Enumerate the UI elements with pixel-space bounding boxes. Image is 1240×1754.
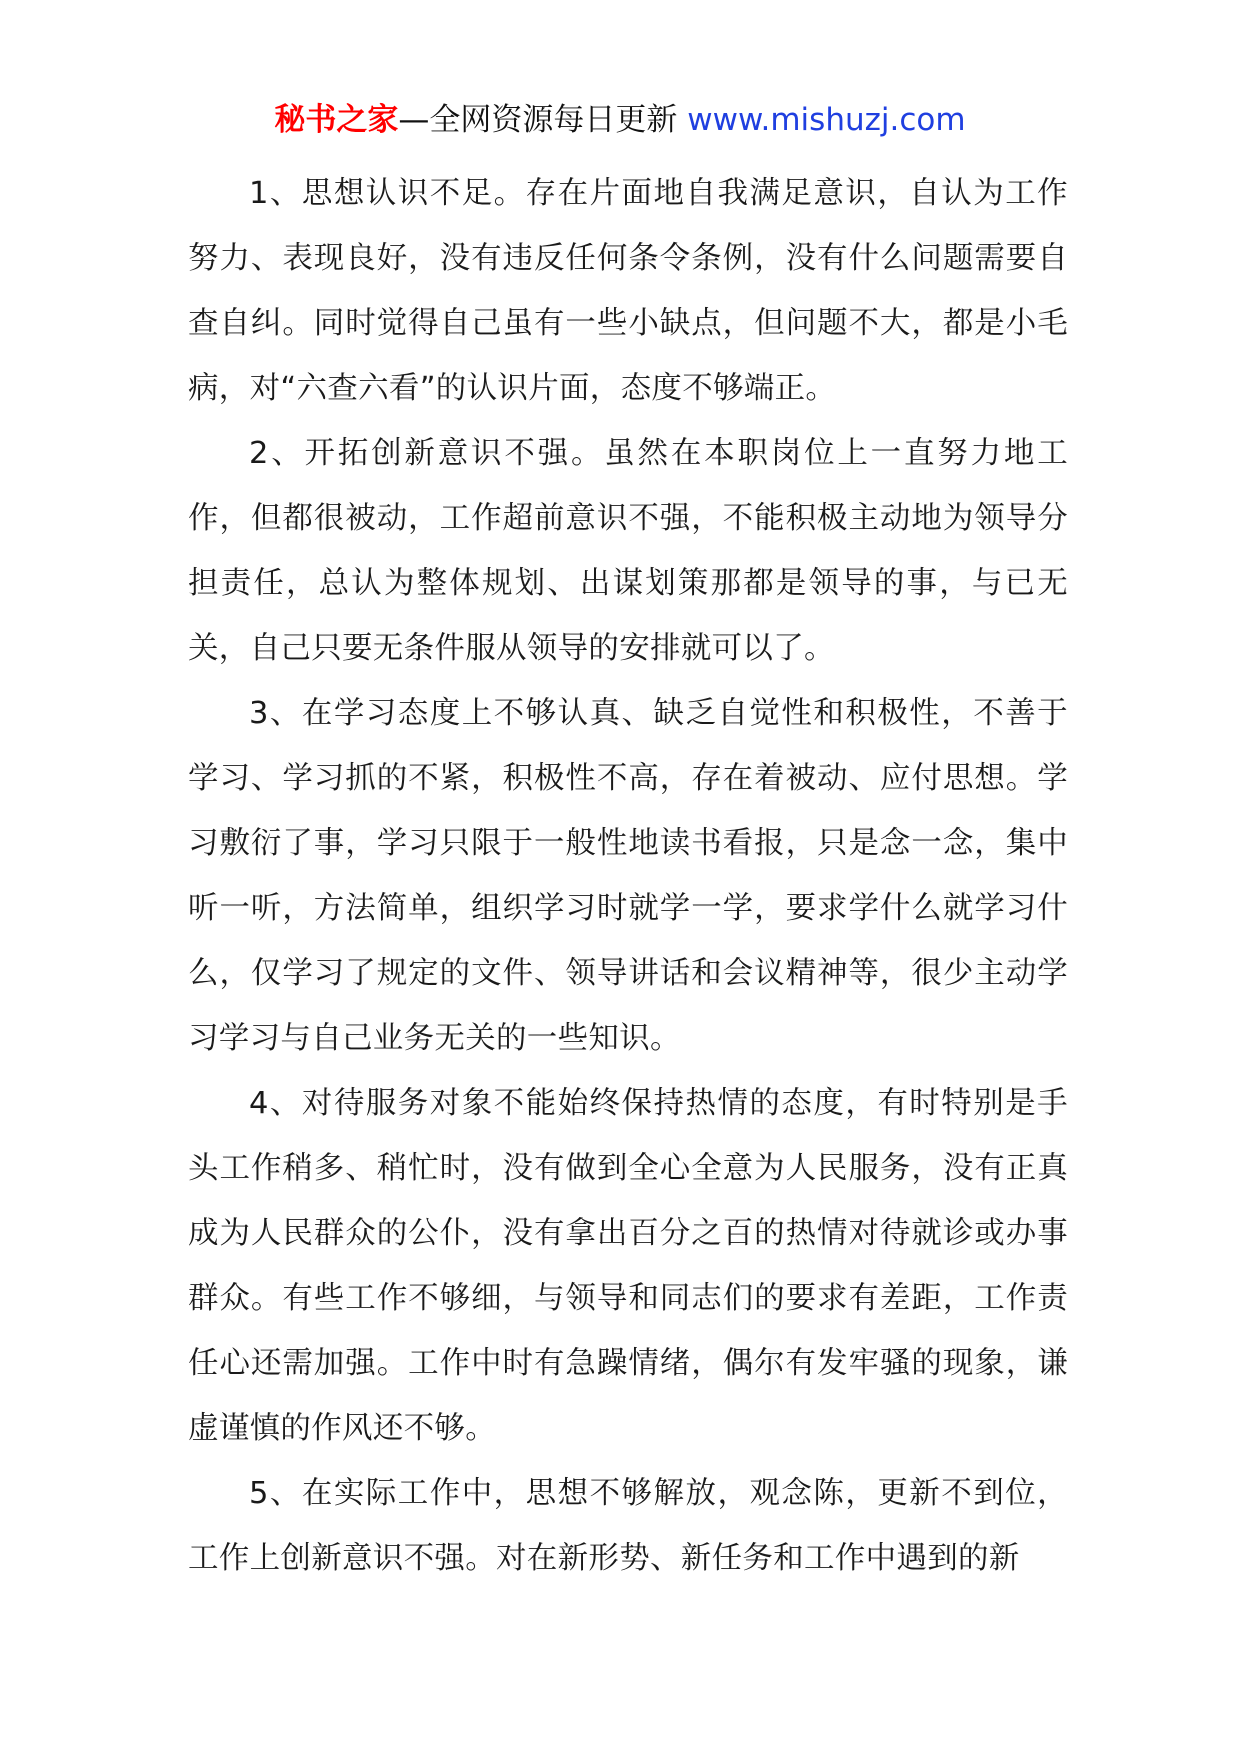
site-slogan: —全网资源每日更新 <box>398 102 678 138</box>
site-url-link[interactable]: www.mishuzj.com <box>687 102 966 138</box>
document-body <box>188 161 1068 1591</box>
paragraph-2: 2、开拓创新意识不强。虽然在本职岗位上一直努力地工作，但都很被动，工作超前意识不强，不能积极主动地为领导分担责任，总认为整体规划、出谋划策那都是领导的事，与已无关，自己只要无条件服从领导的安排就可以了。 <box>188 436 1068 666</box>
site-banner <box>0 100 1240 140</box>
site-brand: 秘书之家 <box>274 102 399 138</box>
paragraph-1: 1、思想认识不足。存在片面地自我满足意识，自认为工作努力、表现良好，没有违反任何条令条例，没有什么问题需要自查自纠。同时觉得自己虽有一些小缺点，但问题不大，都是小毛病，对“六查六看”的认识片面，态度不够端正。 <box>188 176 1068 406</box>
paragraph-5: 5、在实际工作中，思想不够解放，观念陈，更新不到位，工作上创新意识不强。对在新形势、新任务和工作中遇到的新 <box>188 1476 1068 1576</box>
paragraph-4: 4、对待服务对象不能始终保持热情的态度，有时特别是手头工作稍多、稍忙时，没有做到全心全意为人民服务，没有正真成为人民群众的公仆，没有拿出百分之百的热情对待就诊或办事群众。有些工作不够细，与领导和同志们的要求有差距，工作责任心还需加强。工作中时有急躁情绪，偶尔有发牢骚的现象，谦虚谨慎的作风还不够。 <box>188 1086 1068 1446</box>
paragraph-3: 3、在学习态度上不够认真、缺乏自觉性和积极性，不善于学习、学习抓的不紧，积极性不高，存在着被动、应付思想。学习敷衍了事，学习只限于一般性地读书看报，只是念一念，集中听一听，方法简单，组织学习时就学一学，要求学什么就学习什么，仅学习了规定的文件、领导讲话和会议精神等，很少主动学习学习与自己业务无关的一些知识。 <box>188 696 1068 1056</box>
